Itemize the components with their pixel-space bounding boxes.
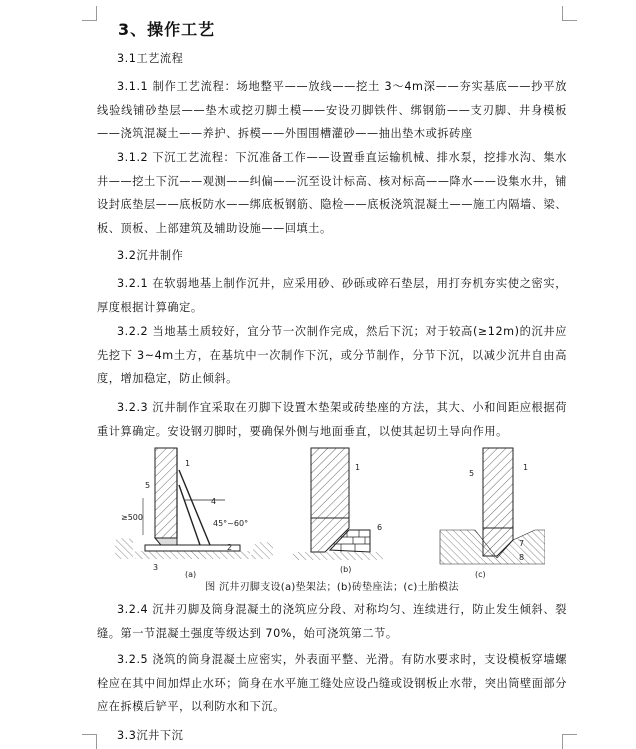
paragraph-3-2-4: 3.2.4 沉井刃脚及筒身混凝土的浇筑应分段、对称均匀、连续进行，防止发生倾斜、裂缝。第一节混凝土强度等级达到 70%，始可浇筑第二节。 (97, 603, 567, 640)
figure-a-dim: ≥500 (121, 513, 143, 522)
svg-text:1: 1 (185, 459, 191, 468)
svg-text:1: 1 (355, 463, 361, 472)
figure-a-label: (a) (185, 570, 197, 579)
page-corner-mark (82, 734, 97, 749)
paragraph-3-2-1: 3.2.1 在软弱地基上制作沉井，应采用砂、砂砾或碎石垫层，用打夯机夯实使之密实，厚度根据计算确定。 (97, 277, 567, 314)
paragraph-3-2-3: 3.2.3 沉井制作宜采取在刃脚下设置木垫架或砖垫座的方法，其大、小和间距应根据荷重计算确定。安设钢刃脚时，要确保外侧与地面垂直，以使其起切土导向作用。 (97, 401, 567, 438)
page-corner-mark (82, 6, 97, 21)
figure-b-label: (b) (340, 565, 352, 574)
svg-text:1: 1 (523, 463, 529, 472)
paragraph-3-2-2: 3.2.2 当地基土质较好，宜分节一次制作完成，然后下沉；对于较高(≥12m)的沉井应先挖下 3~4m土方，在基坑中一次制作下沉，或分节制作，分节下沉，以减少沉井自由高度，增加稳定，防止倾斜。 (97, 325, 567, 385)
figure-b (293, 448, 383, 574)
figure-c (440, 448, 545, 579)
svg-text:5: 5 (145, 481, 151, 490)
figure-a-angle: 45°~60° (213, 519, 249, 528)
heading-3-2: 3.2沉井制作 (117, 249, 184, 262)
figure-c-label: (c) (475, 570, 486, 579)
svg-text:4: 4 (211, 497, 217, 506)
cutting-edge-support-figure (115, 440, 545, 580)
paragraph-3-1-2: 3.1.2 下沉工艺流程：下沉准备工作——设置垂直运输机械、排水泵，挖排水沟、集水井——挖土下沉——观测——纠偏——沉至设计标高、核对标高——降水——设集水井，铺设封底垫层——底板防水——绑底板钢筋、隐检——底板浇筑混凝土——施工内隔墙、梁、板、顶板、上部建筑及辅助设施——回填土。 (97, 151, 567, 235)
section-title: 3、操作工艺 (118, 20, 216, 39)
svg-text:7: 7 (519, 539, 525, 548)
heading-3-3: 3.3沉井下沉 (117, 729, 184, 742)
svg-text:3: 3 (153, 563, 159, 572)
svg-text:8: 8 (519, 553, 525, 562)
heading-3-1: 3.1工艺流程 (117, 52, 184, 65)
figure-drawing (115, 440, 545, 580)
svg-text:6: 6 (377, 523, 383, 532)
paragraph-3-2-5: 3.2.5 浇筑的筒身混凝土应密实，外表面平整、光滑。有防水要求时，支设模板穿墙螺栓应在其中间加焊止水环；筒身在水平施工缝处应设凸缝或设钢板止水带，突出筒壁面部分应在拆模后铲平，以利防水和下沉。 (97, 653, 567, 713)
figure-caption: 图 沉井刃脚支设(a)垫架法；(b)砖垫座法；(c)土胎模法 (205, 582, 459, 593)
figure-a (115, 448, 273, 579)
page-corner-mark (562, 6, 577, 21)
paragraph-3-1-1: 3.1.1 制作工艺流程：场地整平——放线——挖土 3～4m深——夯实基底——抄平放线验线铺砂垫层——垫木或挖刃脚土模——安设刃脚铁件、绑钢筋——支刃脚、井身模板——浇筑混凝土——养护、拆模——外围围槽灌砂——抽出垫木或拆砖座 (97, 80, 567, 140)
svg-text:5: 5 (469, 469, 475, 478)
svg-text:2: 2 (227, 543, 233, 552)
